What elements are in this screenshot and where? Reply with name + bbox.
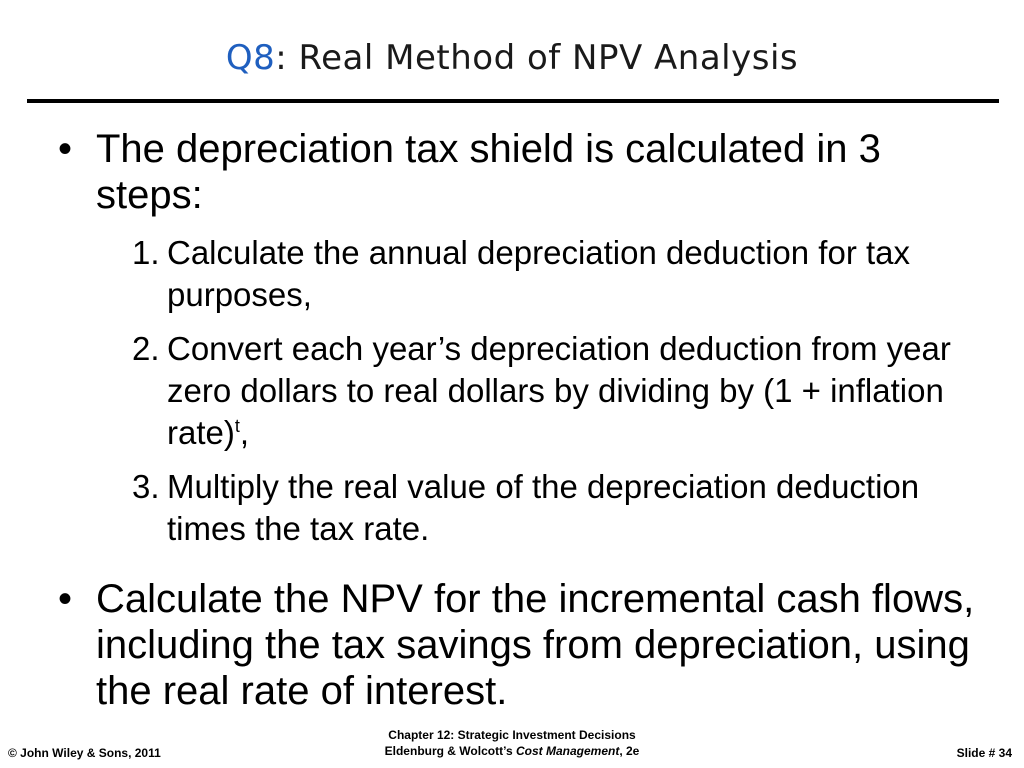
bullet-marker: • [58,577,73,621]
footer-book-title: Cost Management [515,744,620,758]
footer-book-suffix: , 2e [619,744,640,758]
step-item [132,232,962,316]
footer-chapter: Chapter 12: Strategic Investment Decisions [388,728,636,742]
step-text: Calculate the annual depreciation deduction for tax purposes, [167,234,910,313]
footer-book-prefix: Eldenburg & Wolcott’s [384,744,516,758]
step-number: 2. [132,330,160,367]
step-item [132,328,962,454]
bullet-item [58,126,978,218]
bullet-marker: • [58,127,73,171]
step-text: Convert each year’s depreciation deduction from year zero dollars to real dollars by dividing by (1 + inflation rate) [167,330,951,451]
step-text-end: , [239,414,250,451]
title-divider [27,99,999,103]
bullet-text: The depreciation tax shield is calculated in 3 steps: [96,127,881,217]
footer-source [0,727,1024,759]
slide-title [0,38,1024,78]
step-number: 1. [132,234,160,271]
step-text-container [167,328,962,454]
footer-book [0,743,1024,759]
title-question-number: Q8 [225,38,276,78]
title-text: : Real Method of NPV Analysis [275,38,799,78]
step-item [132,466,962,550]
step-text: Multiply the real value of the depreciation deduction times the tax rate. [167,468,920,547]
footer-slide-number: Slide # 34 [956,746,1012,760]
bullet-item [58,576,978,714]
step-superscript: t [234,416,240,436]
step-number: 3. [132,468,160,505]
footer-copyright: © John Wiley & Sons, 2011 [8,746,161,760]
bullet-text: Calculate the NPV for the incremental cash flows, including the tax savings from depreciation, using the real rate of interest. [96,577,975,713]
